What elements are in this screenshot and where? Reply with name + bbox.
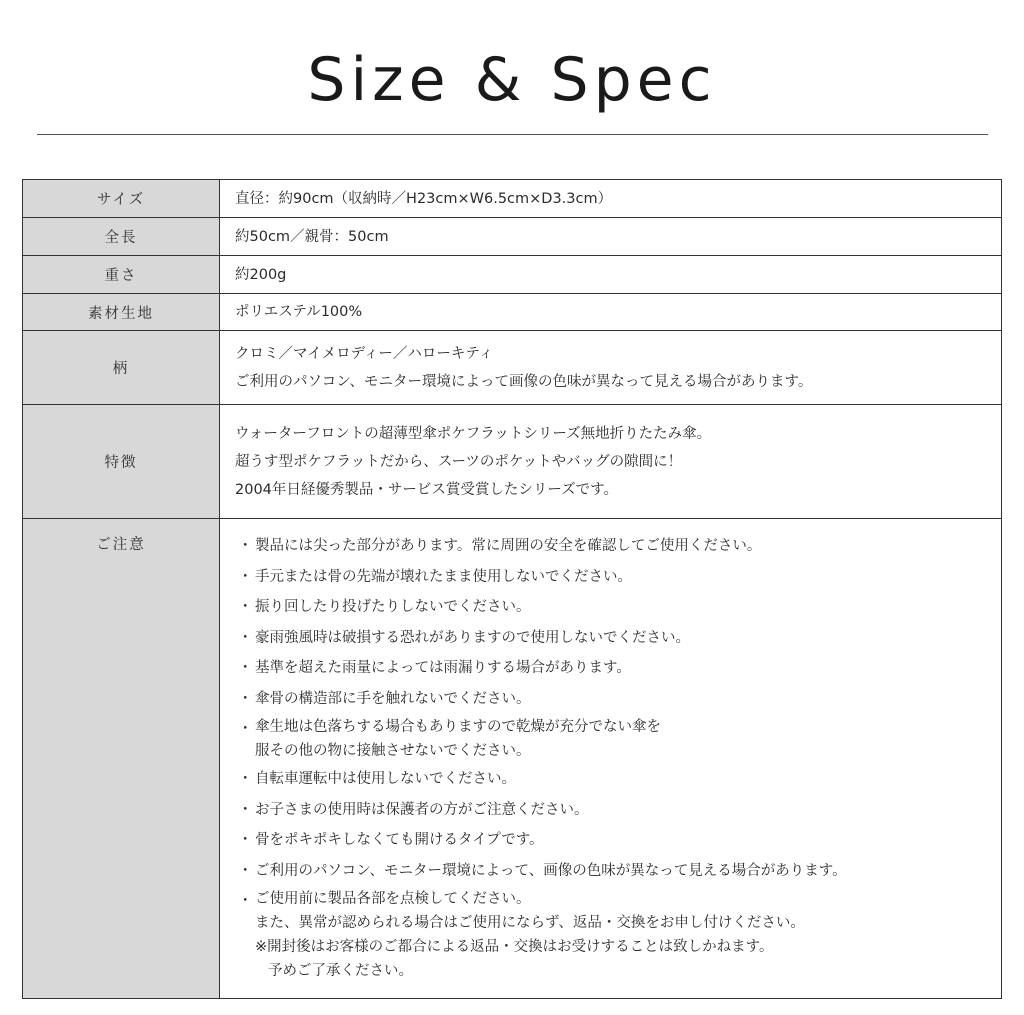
pattern-line: クロミ／マイメロディー／ハローキティ [235,345,494,362]
caution-item [235,624,1001,653]
spec-row-size [23,180,1002,218]
spec-label-length: 全長 [23,218,220,256]
caution-text: 予めご了承ください。 [268,963,413,979]
caution-item [235,857,1001,886]
bullet-icon: ・ [238,832,253,848]
caution-text: 基準を超えた雨量によっては雨漏りする場合があります。 [255,660,631,676]
feature-line: 超うす型ポケフラットだから、スーツのポケットやバッグの隙間に！ [235,453,683,470]
page-title: Size & Spec [307,45,717,115]
spec-row-cautions [23,519,1002,999]
caution-item [235,765,1001,794]
caution-text: 傘生地は色落ちする場合もありますので乾燥が充分でない傘を [255,719,661,735]
spec-value-size: 直径：約90cm（収納時／H23cm×W6.5cm×D3.3cm） [220,180,1002,218]
spec-row-length [23,218,1002,256]
bullet-icon: ・ [238,660,253,676]
caution-text: ※開封後はお客様のご都合による返品・交換はお受けすることは致しかねます。 [255,939,774,955]
feature-line: ウォーターフロントの超薄型傘ポケフラットシリーズ無地折りたたみ傘。 [235,425,712,442]
caution-text: 自転車運転中は使用しないでください。 [255,771,516,787]
caution-item [235,532,1001,561]
feature-line: 2004年日経優秀製品・サービス賞受賞したシリーズです。 [235,481,619,498]
title-divider [37,134,988,135]
caution-item [235,887,1001,983]
bullet-icon: ・ [238,862,253,879]
caution-text: 服その他の物に接触させないでください。 [255,743,531,759]
spec-row-material [23,294,1002,331]
spec-label-size: サイズ [23,180,220,218]
spec-row-pattern [23,331,1002,405]
bullet-icon: ・ [238,538,253,554]
caution-text: 手元または骨の先端が壊れたまま使用しないでください。 [255,568,632,585]
caution-text: お子さまの使用時は保護者の方がご注意ください。 [255,801,589,818]
caution-item [235,826,1001,855]
caution-text: 振り回したり投げたりしないでください。 [255,599,531,615]
caution-text: ご使用前に製品各部を点検してください。 [255,891,531,907]
caution-item [235,796,1001,825]
bullet-icon: ・ [238,629,253,646]
spec-row-features [23,405,1002,519]
caution-text: 豪雨強風時は破損する恐れがありますので使用しないでください。 [255,629,690,646]
caution-text: 傘骨の構造部に手を触れないでください。 [255,690,531,707]
spec-label-weight: 重さ [23,256,220,294]
caution-item [235,715,1001,763]
caution-text: ご利用のパソコン、モニター環境によって、画像の色味が異なって見える場合があります。 [255,862,847,879]
spec-label-cautions: ご注意 [23,519,220,999]
bullet-icon: ・ [238,801,253,818]
spec-label-pattern: 柄 [23,331,220,405]
caution-item [235,654,1001,683]
spec-table [22,179,1002,999]
caution-item [235,563,1001,592]
caution-text: 製品には尖った部分があります。常に周囲の安全を確認してご使用ください。 [255,538,762,554]
caution-text: 骨をポキポキしなくても開けるタイプです。 [255,832,544,848]
caution-list [235,519,1001,995]
bullet-icon: ・ [238,599,253,615]
bullet-icon: ・ [238,568,253,585]
caution-item [235,685,1001,714]
spec-row-weight [23,256,1002,294]
caution-item [235,593,1001,622]
spec-value-features [220,405,1002,519]
bullet-icon: ・ [238,893,253,909]
spec-value-weight: 約200g [220,256,1002,294]
spec-value-pattern [220,331,1002,405]
pattern-line: ご利用のパソコン、モニター環境によって画像の色味が異なって見える場合があります。 [235,373,813,390]
spec-label-material: 素材生地 [23,294,220,331]
caution-text: また、異常が認められる場合はご使用にならず、返品・交換をお申し付けください。 [255,915,805,931]
spec-value-length: 約50cm／親骨：50cm [220,218,1002,256]
spec-value-cautions [220,519,1002,999]
bullet-icon: ・ [238,721,253,737]
spec-label-features: 特徴 [23,405,220,519]
bullet-icon: ・ [238,690,253,707]
bullet-icon: ・ [238,771,253,787]
spec-value-material: ポリエステル100% [220,294,1002,331]
